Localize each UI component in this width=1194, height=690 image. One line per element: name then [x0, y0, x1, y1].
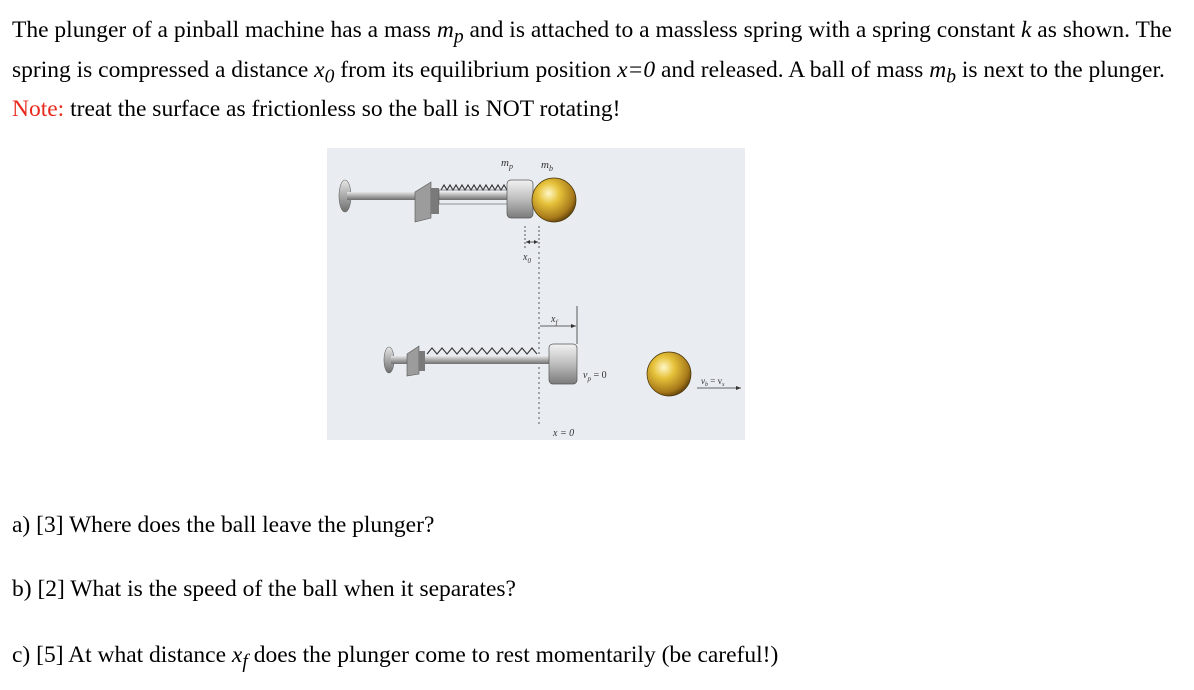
- intro-text-6: is next to the plunger.: [956, 56, 1165, 83]
- symbol-m-p: $m_p$: [436, 17, 464, 48]
- ball-top: [532, 178, 576, 222]
- housing-collar-top: [431, 188, 439, 214]
- ball-bottom: [647, 352, 691, 396]
- label-vb: $v_b = v_s$: [701, 376, 725, 388]
- question-c: [12, 640, 778, 678]
- problem-statement: [12, 14, 1184, 126]
- question-c-text-1: c) [5] At what distance: [12, 642, 232, 668]
- pinball-plunger-figure: [327, 148, 745, 440]
- intro-text-3: as shown. The spring is compressed a distance: [12, 17, 1172, 83]
- symbol-x-equals-0: x=0: [617, 56, 656, 83]
- plunger-block-bottom: [549, 344, 577, 384]
- note-label: Note:: [12, 96, 65, 123]
- question-c-text-2: does the plunger come to rest momentarily (be careful!): [247, 642, 779, 668]
- intro-text-5: and released. A ball of mass: [655, 56, 930, 83]
- plunger-block-top: [507, 180, 533, 218]
- symbol-xf: $x_f$: [231, 642, 248, 673]
- intro-text-1: The plunger of a pinball machine has a mass: [12, 17, 437, 43]
- label-mp: $m_p$: [501, 157, 513, 171]
- figure-svg: [327, 148, 745, 440]
- label-x-eq-0: x = 0: [553, 428, 575, 439]
- label-mb: $m_b$: [541, 159, 553, 173]
- symbol-x0: $x_0$: [314, 56, 335, 88]
- symbol-k: k: [1020, 17, 1032, 43]
- question-a: a) [3] Where does the ball leave the plunger?: [12, 512, 435, 538]
- label-vp: $v_p = 0$: [583, 370, 607, 383]
- intro-text-4: from its equilibrium position: [334, 56, 618, 83]
- intro-text-2: and is attached to a massless spring with a spring constant: [463, 17, 1021, 43]
- label-xf: $x_f$: [551, 314, 558, 327]
- question-b: b) [2] What is the speed of the ball when it separates?: [12, 576, 516, 602]
- symbol-m-b: $m_b$: [929, 56, 956, 88]
- note-text: treat the surface as frictionless so the ball is NOT rotating!: [64, 96, 621, 123]
- label-x0: $x_0$: [523, 252, 531, 265]
